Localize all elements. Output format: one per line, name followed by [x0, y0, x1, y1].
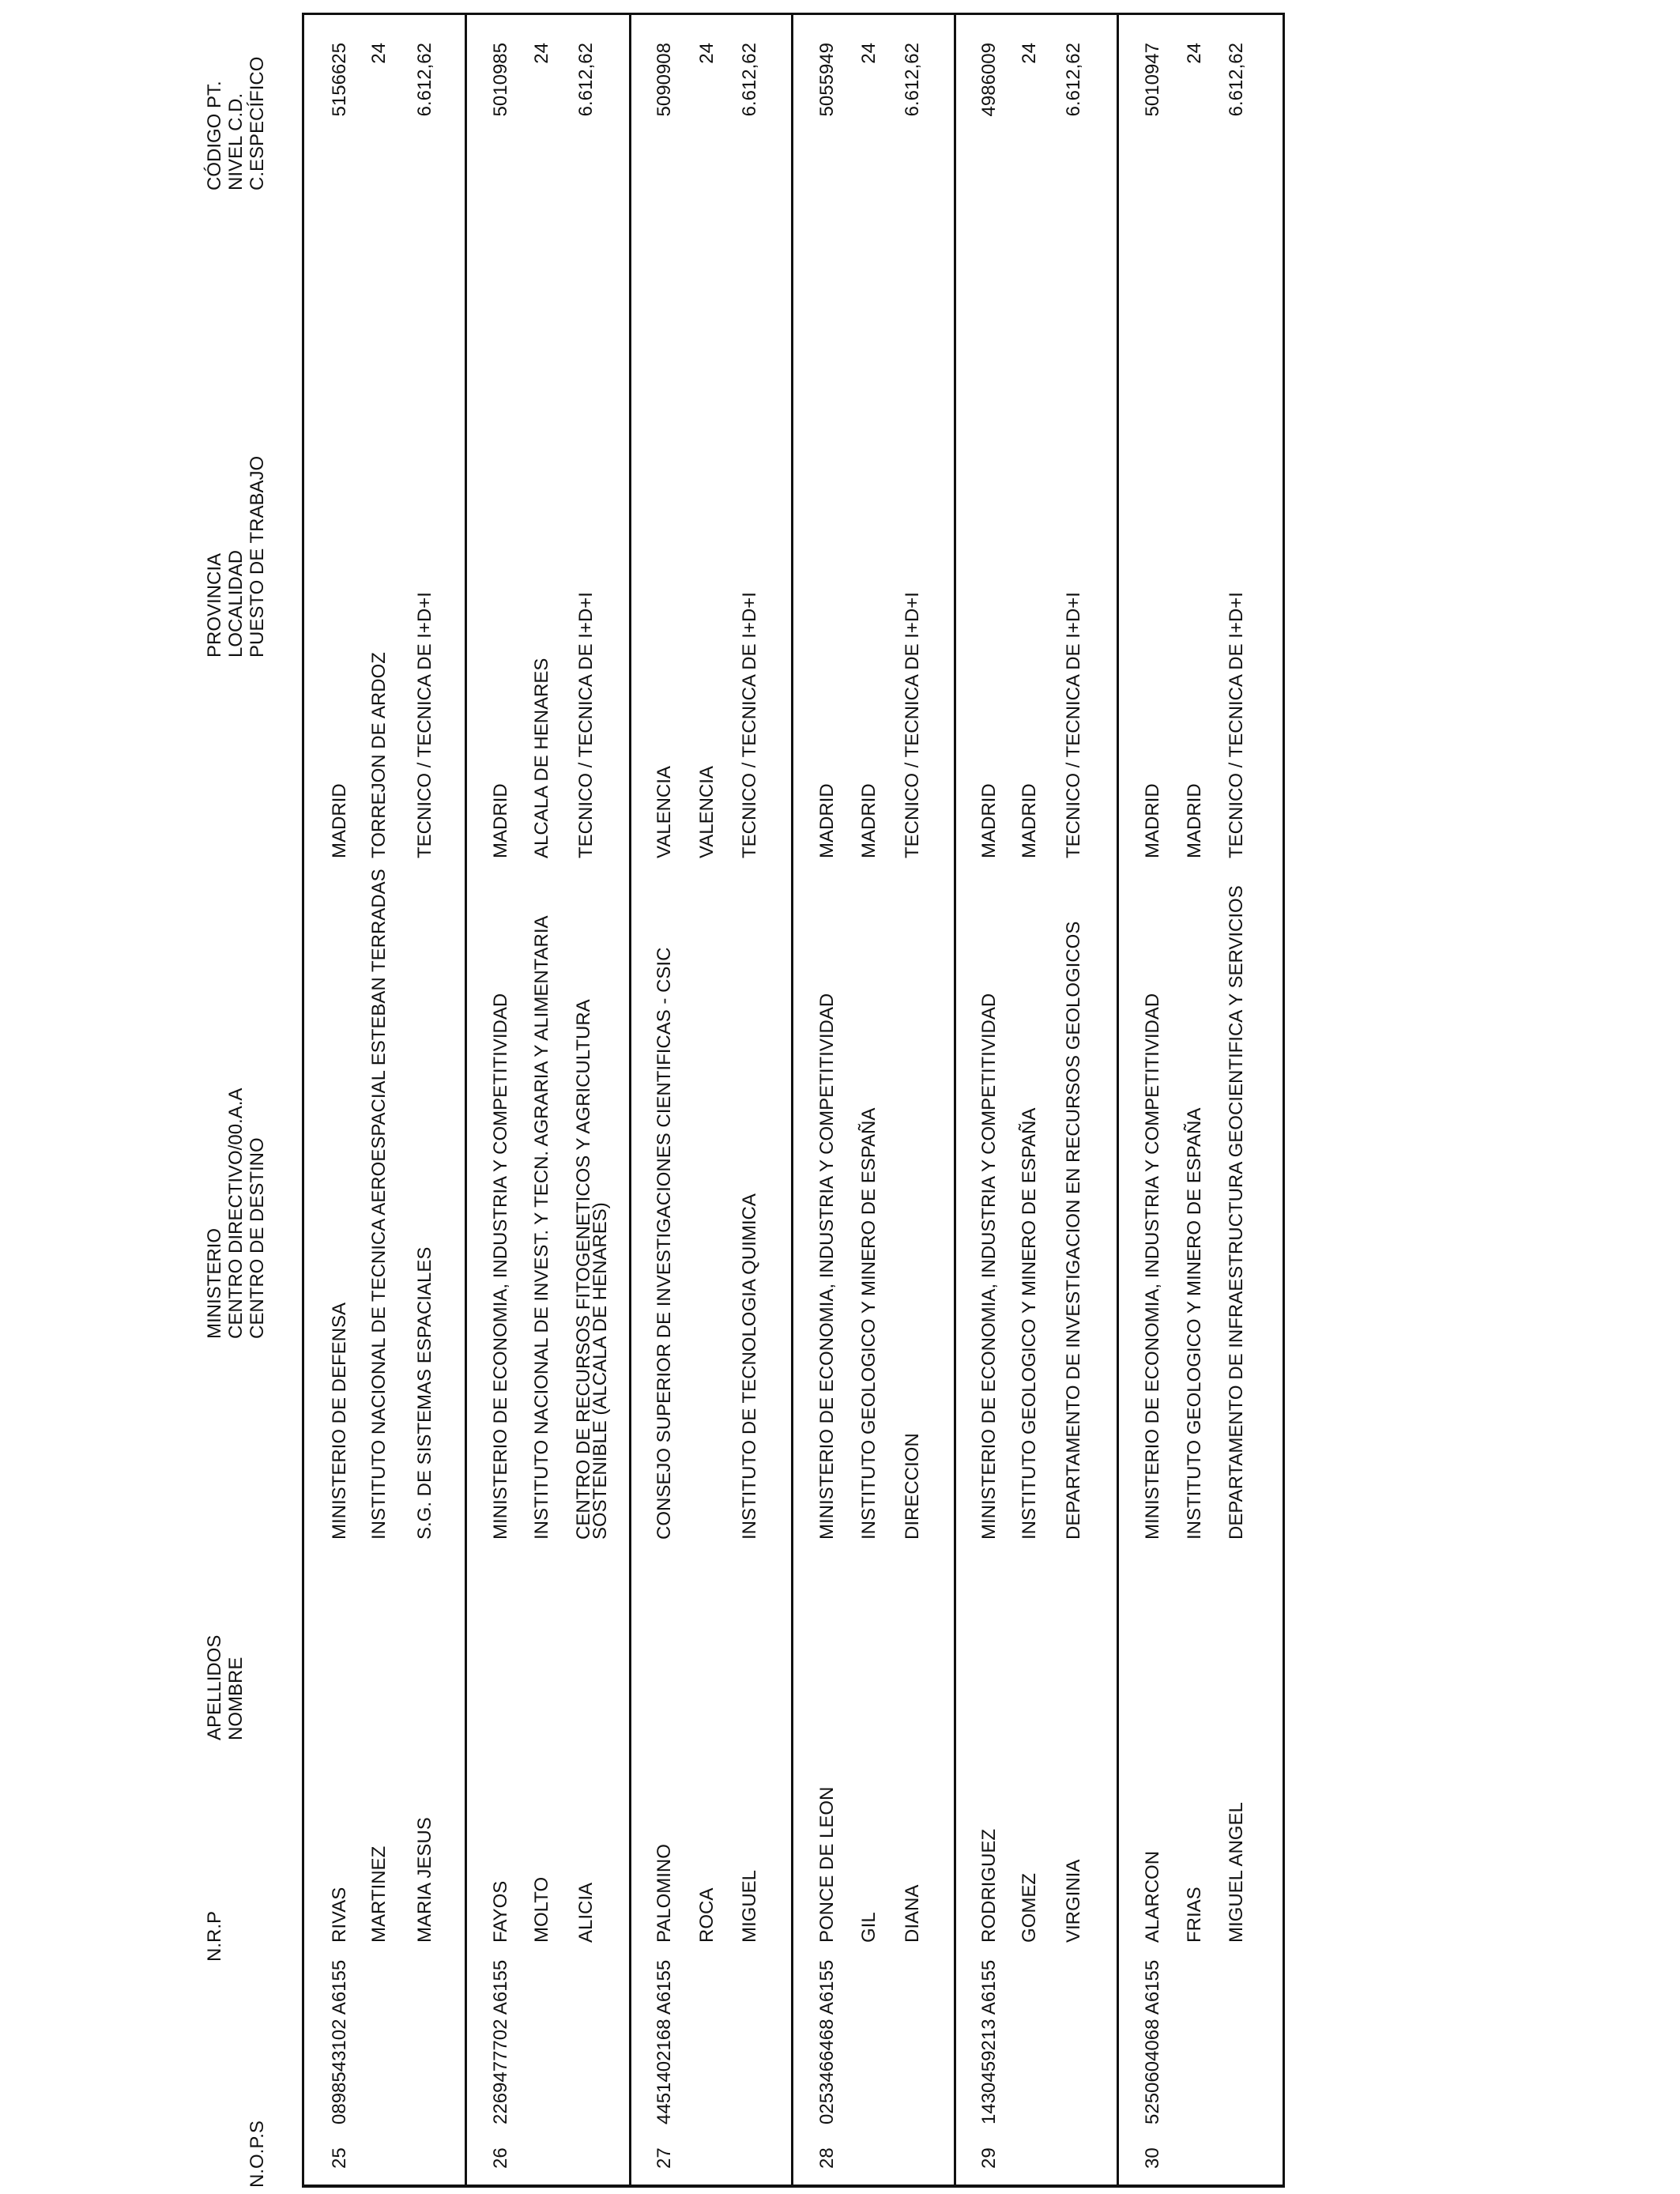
nops-value: 27	[654, 2147, 675, 2169]
header-nops-label: N.O.P.S	[247, 2120, 268, 2188]
provincia-value: MADRID	[1142, 783, 1163, 858]
nops-value: 28	[816, 2147, 838, 2169]
localidad-value: TORREJON DE ARDOZ	[368, 652, 390, 858]
table-row	[631, 15, 793, 2185]
nrp-value: 0898543102 A6155	[329, 1959, 350, 2124]
nombre-value: MIGUEL ANGEL	[1226, 1802, 1247, 1943]
nombre-value: DIANA	[902, 1884, 923, 1943]
nrp-value: 0253466468 A6155	[816, 1959, 838, 2124]
ministerio-value: MINISTERIO DE ECONOMIA, INDUSTRIA Y COMPETITIVIDAD	[816, 993, 838, 1540]
header-provincia-localidad	[204, 456, 268, 658]
centro-directivo-value: INSTITUTO NACIONAL DE TECNICA AEROESPACIAL ESTEBAN TERRADAS	[368, 869, 390, 1540]
header-ministerio-label: MINISTERIO	[204, 1227, 225, 1339]
table-row	[956, 15, 1119, 2185]
nrp-value: 5250604068 A6155	[1142, 1959, 1163, 2124]
nombre-value: MARIA JESUS	[414, 1817, 435, 1943]
centro-directivo-value: INSTITUTO NACIONAL DE INVEST. Y TECN. AGRARIA Y ALIMENTARIA	[531, 915, 552, 1540]
header-localidad-label: LOCALIDAD	[225, 549, 247, 658]
especifico-value: 6.612,62	[739, 43, 760, 117]
header-centro-directivo-label: CENTRO DIRECTIVO/00.A.A	[225, 1088, 247, 1339]
table-row	[793, 15, 956, 2185]
ministerio-value: MINISTERIO DE ECONOMIA, INDUSTRIA Y COMPETITIVIDAD	[1142, 993, 1163, 1540]
nrp-value: 2269477702 A6155	[490, 1959, 511, 2124]
apellido2-value: MOLTO	[531, 1876, 552, 1943]
apellido2-value: FRIAS	[1184, 1887, 1205, 1943]
header-codigo-label: CÓDIGO PT.	[204, 81, 225, 190]
apellido1-value: FAYOS	[490, 1880, 511, 1943]
header-codigo-nivel	[204, 57, 268, 190]
nivel-value: 24	[858, 43, 880, 64]
puesto-value: TECNICO / TECNICA DE I+D+I	[1226, 592, 1247, 858]
puesto-value: TECNICO / TECNICA DE I+D+I	[739, 592, 760, 858]
provincia-value: VALENCIA	[654, 766, 675, 858]
centro-destino-value: DIRECCION	[902, 1433, 923, 1540]
nivel-value: 24	[1184, 43, 1205, 64]
nombre-value: MIGUEL	[739, 1869, 760, 1943]
apellido1-value: RODRIGUEZ	[978, 1829, 1000, 1943]
provincia-value: MADRID	[816, 783, 838, 858]
puesto-value: TECNICO / TECNICA DE I+D+I	[575, 592, 597, 858]
ministerio-value: MINISTERIO DE ECONOMIA, INDUSTRIA Y COMPETITIVIDAD	[490, 993, 511, 1540]
especifico-value: 6.612,62	[1063, 43, 1084, 117]
nops-value: 25	[329, 2147, 350, 2169]
nops-value: 30	[1142, 2147, 1163, 2169]
apellido1-value: RIVAS	[329, 1887, 350, 1943]
header-nivel-label: NIVEL C.D.	[225, 92, 247, 190]
centro-destino-value: DEPARTAMENTO DE INVESTIGACION EN RECURSOS GEOLOGICOS	[1063, 921, 1084, 1540]
codigo-value: 5010947	[1142, 43, 1163, 117]
header-apellidos-nombre	[204, 1635, 247, 1740]
apellido2-value: ROCA	[696, 1887, 718, 1943]
localidad-value: MADRID	[858, 783, 880, 858]
puesto-value: TECNICO / TECNICA DE I+D+I	[902, 592, 923, 858]
centro-destino-value: S.G. DE SISTEMAS ESPACIALES	[414, 1246, 435, 1540]
apellido1-value: ALARCON	[1142, 1850, 1163, 1943]
localidad-value: MADRID	[1184, 783, 1205, 858]
codigo-value: 5156625	[329, 43, 350, 117]
nrp-value: 4451402168 A6155	[654, 1959, 675, 2124]
codigo-value: 5055949	[816, 43, 838, 117]
ministerio-value: MINISTERIO DE ECONOMIA, INDUSTRIA Y COMPETITIVIDAD	[978, 993, 1000, 1540]
centro-destino-value: CENTRO DE RECURSOS FITOGENETICOS Y AGRICULTURA SOSTENIBLE (ALCALA DE HENARES)	[573, 1000, 611, 1540]
header-nrp	[204, 1911, 225, 1962]
header-apellidos-label: APELLIDOS	[204, 1634, 225, 1740]
nivel-value: 24	[531, 43, 552, 64]
ministerio-value: CONSEJO SUPERIOR DE INVESTIGACIONES CIENTIFICAS - CSIC	[654, 947, 675, 1540]
nivel-value: 24	[1019, 43, 1040, 64]
centro-directivo-value: INSTITUTO GEOLOGICO Y MINERO DE ESPAÑA	[1019, 1107, 1040, 1540]
header-especifico-label: C.ESPECÍFICO	[247, 56, 268, 190]
nops-value: 26	[490, 2147, 511, 2169]
localidad-value: ALCALA DE HENARES	[531, 658, 552, 858]
header-provincia-label: PROVINCIA	[204, 552, 225, 658]
header-nops	[204, 2120, 268, 2188]
apellido2-value: GOMEZ	[1019, 1873, 1040, 1943]
table-row	[467, 15, 631, 2185]
especifico-value: 6.612,62	[414, 43, 435, 117]
apellido2-value: MARTINEZ	[368, 1845, 390, 1943]
nrp-value: 1430459213 A6155	[978, 1959, 1000, 2124]
localidad-value: VALENCIA	[696, 766, 718, 858]
nivel-value: 24	[368, 43, 390, 64]
puesto-value: TECNICO / TECNICA DE I+D+I	[1063, 592, 1084, 858]
ministerio-value: MINISTERIO DE DEFENSA	[329, 1302, 350, 1540]
nombre-value: ALICIA	[575, 1882, 597, 1943]
codigo-value: 5090908	[654, 43, 675, 117]
header-nombre-label: NOMBRE	[225, 1657, 247, 1740]
apellido2-value: GIL	[858, 1912, 880, 1943]
localidad-value: MADRID	[1019, 783, 1040, 858]
apellido1-value: PONCE DE LEON	[816, 1786, 838, 1943]
especifico-value: 6.612,62	[1226, 43, 1247, 117]
header-nrp-label: N.R.P	[204, 1910, 225, 1962]
codigo-value: 5010985	[490, 43, 511, 117]
centro-directivo-value: INSTITUTO GEOLOGICO Y MINERO DE ESPAÑA	[1184, 1107, 1205, 1540]
centro-destino-value: DEPARTAMENTO DE INFRAESTRUCTURA GEOCIENTIFICA Y SERVICIOS	[1226, 885, 1247, 1540]
provincia-value: MADRID	[329, 783, 350, 858]
centro-directivo-value: INSTITUTO GEOLOGICO Y MINERO DE ESPAÑA	[858, 1107, 880, 1540]
codigo-value: 4986009	[978, 43, 1000, 117]
header-ministerio-centro	[204, 1088, 268, 1339]
nops-value: 29	[978, 2147, 1000, 2169]
header-puesto-label: PUESTO DE TRABAJO	[247, 455, 268, 658]
puesto-value: TECNICO / TECNICA DE I+D+I	[414, 592, 435, 858]
table-row	[1119, 15, 1283, 2185]
apellido1-value: PALOMINO	[654, 1844, 675, 1943]
header-centro-destino-label: CENTRO DE DESTINO	[247, 1137, 268, 1339]
provincia-value: MADRID	[978, 783, 1000, 858]
records-table	[302, 13, 1285, 2188]
especifico-value: 6.612,62	[902, 43, 923, 117]
especifico-value: 6.612,62	[575, 43, 597, 117]
nombre-value: VIRGINIA	[1063, 1859, 1084, 1943]
provincia-value: MADRID	[490, 783, 511, 858]
table-row	[304, 15, 467, 2185]
nivel-value: 24	[696, 43, 718, 64]
centro-destino-value: INSTITUTO DE TECNOLOGIA QUIMICA	[739, 1193, 760, 1540]
